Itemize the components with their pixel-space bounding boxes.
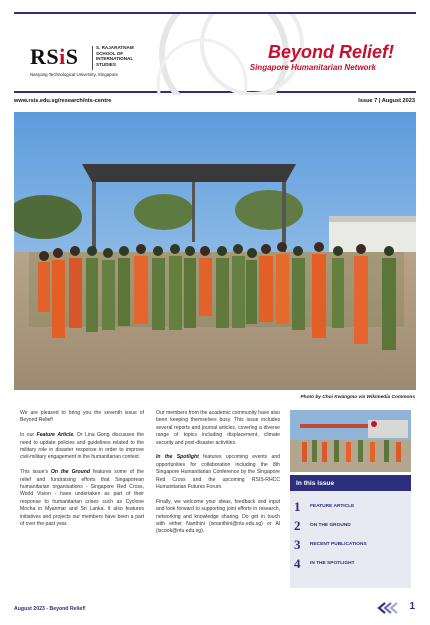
- rsis-logo: [30, 42, 160, 80]
- issue-label: Issue 7 | August 2023: [358, 98, 415, 104]
- footer-pager: [365, 601, 415, 615]
- toc-item-on-the-ground[interactable]: [294, 518, 409, 532]
- masthead: [14, 12, 416, 93]
- toc-item-feature-article[interactable]: [294, 499, 409, 513]
- intro-column-1: [20, 410, 144, 536]
- logo-school-name: S. RAJARATNAM SCHOOL OF INTERNATIONAL STUDIES: [96, 45, 134, 67]
- toc-number: 4: [294, 556, 301, 571]
- spotlight-paragraph: In the Spotlight features upcoming events and opportunities for collaboration including the 8th Singapore Humanitarian Conference by the Singapore Red Cross and the upcoming RSIS-RHCC Humanitarian Futures Forum.: [156, 454, 280, 491]
- feature-article-ref: Feature Article: [36, 432, 74, 439]
- in-the-spotlight-ref: In the Spotlight: [156, 454, 199, 461]
- toc-label: ON THE GROUND: [310, 523, 351, 528]
- cover-photo-illustration: [14, 112, 416, 390]
- toc-label: RECENT PUBLICATIONS: [310, 542, 367, 547]
- toc-item-in-the-spotlight[interactable]: [294, 556, 409, 570]
- toc-label: IN THE SPOTLIGHT: [310, 561, 355, 566]
- double-chevron-left-icon: [377, 602, 399, 614]
- on-the-ground-paragraph: This issue's On the Ground features some of the relief and fundraising efforts that Singaporean humanitarian organisations - Singapore Red Cross, World Vision - have undertaken as part of their response to humanitarian crises such as Cyclone Mocha in Myanmar and Sri Lanka. It also features initiatives and projects our members have been a part of over the past year.: [20, 469, 144, 528]
- intro-column-2: [156, 410, 280, 543]
- logo-university: Nanyang Technological University, Singapore: [30, 72, 118, 77]
- on-the-ground-ref: On the Ground: [50, 469, 90, 476]
- toc-label: FEATURE ARTICLE: [310, 504, 355, 509]
- in-this-issue-title: In this issue: [290, 475, 411, 491]
- in-this-issue-box: [290, 475, 411, 588]
- newsletter-subtitle: Singapore Humanitarian Network: [249, 63, 376, 72]
- sidebar-photo: [290, 410, 411, 472]
- toc-number: 3: [294, 537, 301, 552]
- logo-divider: [92, 46, 93, 70]
- sidebar: [290, 410, 411, 588]
- sidebar-photo-illustration: [290, 410, 411, 472]
- toc-number: 2: [294, 518, 301, 533]
- logo-wordmark: RSiS: [30, 44, 79, 69]
- page-number: 1: [409, 601, 415, 612]
- toc-number: 1: [294, 499, 301, 514]
- academic-paragraph: Our members from the academic community have also been keeping themselves busy. This issue includes several reports and journal articles, covering a diverse range of topics including displacement, climate security and post-disaster activities.: [156, 410, 280, 446]
- feature-paragraph: In our Feature Article, Dr Lina Gong discusses the need to update policies and guidelines related to the military role in disaster response in order to improve civil-military engagement in the humanitarian context.: [20, 432, 144, 461]
- newsletter-title: Beyond Relief!: [267, 42, 394, 62]
- contact-paragraph: Finally, we welcome your ideas, feedback and input and look forward to supporting joint efforts in research, networking and knowledge sharing. Do get in touch with either Nanthini (isnanthini@ntu.edu.sg) or Al (iscook@ntu.edu.sg).: [156, 498, 280, 535]
- photo-caption: Photo by Choi Kwangmo via Wikimedia Commons: [300, 395, 415, 400]
- intro-paragraph: We are pleased to bring you the seventh issue of Beyond Relief!: [20, 410, 144, 424]
- website-url[interactable]: www.rsis.edu.sg/research/nts-centre: [14, 98, 112, 104]
- cover-photo: [14, 112, 416, 390]
- footer-label: August 2023 - Beyond Relief!: [14, 606, 86, 612]
- toc-item-recent-publications[interactable]: [294, 537, 409, 551]
